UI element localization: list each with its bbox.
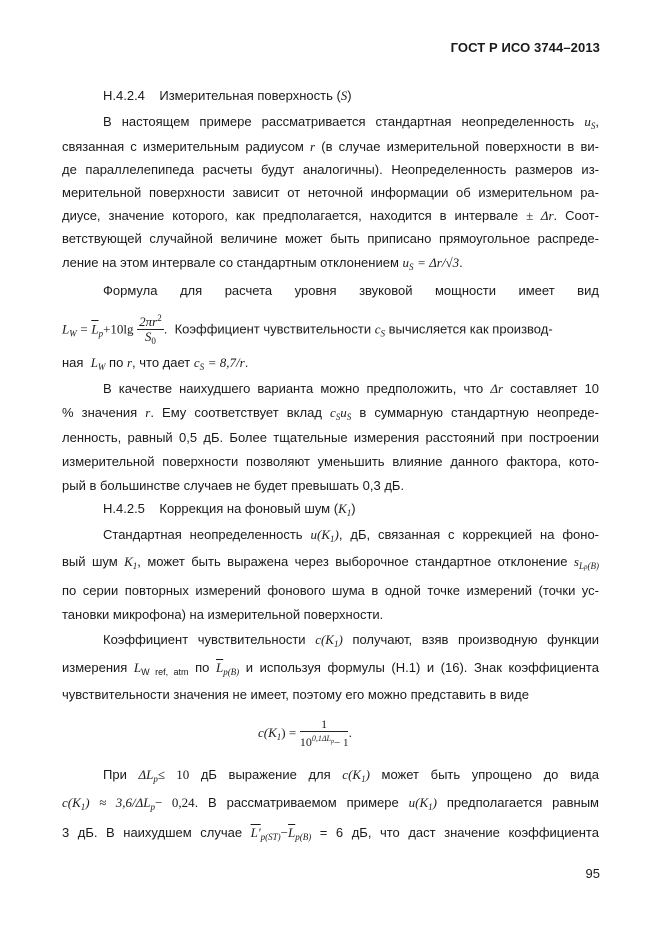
- text: Коэффициент чувствительности: [103, 632, 306, 647]
- p1-line-6: ветствующей случайной величине может быть приписано прямоугольное распреде-: [62, 231, 599, 246]
- p1-line-5: [62, 208, 599, 224]
- p3-line-4: измерительной поверхности позволяют уменьшить влияние данного фактора, кото-: [62, 454, 599, 469]
- display-formula: [258, 715, 352, 751]
- text: , что дает: [132, 355, 191, 370]
- superscript: 2: [157, 313, 162, 323]
- math-L: $\overline{L}$: [215, 660, 224, 675]
- text: ,: [595, 114, 599, 129]
- text: ная: [62, 355, 84, 370]
- text: .: [348, 725, 353, 740]
- denominator: S: [144, 329, 152, 344]
- math-c: c: [374, 321, 381, 337]
- text: В настоящем примере рассматривается стандартная неопределенность: [103, 114, 575, 129]
- math-u: u: [402, 255, 410, 270]
- math-LpB: [216, 660, 239, 675]
- text: диусе, значение которого, как предполагается, находится в интервале: [62, 208, 519, 223]
- word: быть: [430, 767, 461, 782]
- section-title: Измерительная поверхность (: [159, 88, 341, 103]
- math-c: c: [329, 405, 336, 420]
- p3-line-1: [62, 381, 599, 397]
- text: % значения: [62, 405, 138, 420]
- math-formula: = 8,7/r: [207, 355, 245, 370]
- text: по: [109, 355, 124, 370]
- math-sub: S: [335, 412, 341, 422]
- math-L: $\overline{L}$: [288, 825, 296, 840]
- math-sub: p: [98, 328, 104, 339]
- formula-den-base: 10: [299, 734, 312, 749]
- math-LWref: [134, 660, 189, 675]
- math-arg: (K: [316, 527, 330, 542]
- text: составляет 10: [510, 381, 600, 396]
- math-interval: ± Δr: [526, 208, 554, 223]
- math-sub: p: [295, 832, 300, 842]
- math-r: r: [126, 355, 133, 370]
- math-sub: W: [97, 362, 106, 372]
- text: и используя формулы (Н.1) и (16). Знак коэффициента: [245, 660, 599, 675]
- p4-line-4: тановки микрофона) на измерительной поверхности.: [62, 607, 384, 622]
- math-cK: c(K: [62, 795, 81, 810]
- p6-line-1: [62, 767, 599, 787]
- symbol: K: [338, 501, 347, 516]
- text: , может быть выражена через выборочное стандартное отклонение: [137, 554, 568, 569]
- p2-line-2: [62, 312, 599, 346]
- p3-line-5: рый в большинстве случаев не будет превышать 0,3 дБ.: [62, 478, 405, 493]
- text: .: [163, 321, 168, 337]
- math-approx: ) ≈ 3,6/ΔL: [85, 795, 151, 810]
- text: . В рассматриваемом примере: [194, 795, 399, 810]
- math-paren: ): [432, 795, 437, 810]
- math-sLpB: [574, 554, 599, 569]
- math-sub-arg: (ST): [265, 832, 281, 842]
- math-sub-arg: (B): [587, 561, 599, 571]
- math-plus-log: +10lg: [103, 321, 134, 337]
- text: (в случае измерительной поверхности в ви-: [321, 139, 599, 154]
- numerator: 2πr: [139, 314, 158, 329]
- word: имеет: [518, 283, 555, 298]
- word: вид: [577, 283, 599, 298]
- math-const: − 0,24: [154, 795, 195, 810]
- math-sub: 1: [132, 561, 138, 571]
- word: уровня: [294, 283, 337, 298]
- p2-line-1: [62, 283, 599, 299]
- math-L: L: [133, 660, 142, 675]
- formula-numerator: 1: [300, 718, 349, 732]
- p1-line-2: [62, 139, 599, 155]
- text: вый шум: [62, 554, 118, 569]
- word: для: [179, 283, 203, 298]
- section-number: Н.4.2.5: [103, 501, 145, 516]
- p6-line-2: [62, 795, 599, 815]
- p1-line-3: де параллелепипеда расчеты будут аналогичны). Неопределенность размеров из-: [62, 162, 599, 177]
- section-heading-h424: [103, 88, 352, 104]
- word: до: [543, 767, 559, 782]
- math-sub: p: [260, 832, 266, 842]
- text: .: [244, 355, 249, 370]
- p2-line-3: [62, 355, 248, 375]
- p4-line-3: по серии повторных измерений фонового шума в одной точке измерений (точки ус-: [62, 583, 599, 598]
- text: , дБ, связанная с коррекцией на фоно-: [338, 527, 599, 542]
- math-sub: S: [199, 362, 205, 372]
- p1-line-7: [62, 255, 463, 275]
- math-sub: 1: [329, 534, 335, 544]
- math-fraction: [137, 312, 164, 348]
- word: может: [381, 767, 420, 782]
- word: мощности: [434, 283, 496, 298]
- math-arg: (K: [320, 632, 334, 647]
- math-K: K: [124, 554, 133, 569]
- math-paren: ): [334, 527, 339, 542]
- math-sub: W ref, atm: [141, 667, 189, 677]
- math-sub: S: [590, 121, 596, 131]
- math-s: s: [573, 554, 579, 569]
- word: расчета: [224, 283, 273, 298]
- text: получают, взяв производную функции: [352, 632, 599, 647]
- math-sub: W: [69, 328, 77, 339]
- math-sub: p: [150, 802, 155, 812]
- text: связанная с измерительным радиусом: [62, 139, 304, 154]
- math-subsub: p: [583, 563, 588, 571]
- math-u: u: [340, 405, 347, 420]
- paren: ): [347, 88, 352, 103]
- math-u: u: [310, 527, 317, 542]
- word: При: [103, 767, 127, 782]
- formula-lhs: c(K: [258, 725, 277, 740]
- math-paren: ): [338, 632, 343, 647]
- text: измерения: [62, 660, 128, 675]
- text: . Соот-: [553, 208, 599, 223]
- standard-header: ГОСТ Р ИСО 3744–2013: [450, 40, 600, 55]
- math-Lprime: L′: [250, 825, 261, 840]
- math-uK: u(K: [408, 795, 429, 810]
- math-eq: =: [80, 321, 88, 337]
- text: = 6 дБ, что даст значение коэффициента: [319, 825, 599, 840]
- p4-line-1: [62, 527, 599, 547]
- text: .: [459, 255, 463, 270]
- section-heading-h425: [103, 501, 356, 521]
- p3-line-2: [62, 405, 599, 425]
- math-sub-arg: (B): [227, 667, 240, 677]
- math-sub: p: [153, 774, 158, 784]
- math-sub-arg: (B): [299, 832, 312, 842]
- text: В качестве наихудшего варианта можно предположить, что: [103, 381, 484, 396]
- math-dLp: ΔL: [138, 767, 154, 782]
- math-cK1: [315, 632, 343, 647]
- text: ление на этом интервале со стандартным отклонением: [62, 255, 399, 270]
- text: Стандартная неопределенность: [103, 527, 303, 542]
- math-cK: c(K: [342, 767, 362, 782]
- math-Lp: $\overline{L}$: [91, 321, 99, 337]
- word: Формула: [103, 283, 158, 298]
- p6-line-3: [62, 825, 599, 845]
- math-sub: S: [380, 328, 386, 339]
- word: дБ: [200, 767, 217, 782]
- math-sub: 1: [428, 802, 433, 812]
- p4-line-2: [62, 554, 599, 575]
- math-uK1: [310, 527, 338, 542]
- text: по: [195, 660, 210, 675]
- formula-fraction: [300, 718, 349, 750]
- math-sub: S: [346, 412, 352, 422]
- text: вычисляется как производ-: [388, 321, 553, 337]
- formula-den-end: − 1: [333, 736, 349, 749]
- formula-den-exp-sub: p: [330, 738, 334, 745]
- math-sub: 1: [361, 774, 366, 784]
- math-u: u: [584, 114, 591, 129]
- p3-line-3: ленность, равный 0,5 дБ. Более тщательные измерения расстояний при построении: [62, 430, 599, 445]
- text: предполагается равным: [446, 795, 599, 810]
- math-minus: −: [280, 825, 289, 840]
- math-sub: 1: [80, 802, 86, 812]
- math-L: L: [90, 355, 98, 370]
- page-number: 95: [585, 866, 600, 881]
- text: . Ему соответствует вклад: [150, 405, 322, 420]
- word: вида: [570, 767, 599, 782]
- math-r: r: [145, 405, 151, 420]
- formula-den-exp: 0,1ΔL: [311, 733, 331, 743]
- math-formula: = Δr/√3: [417, 255, 460, 270]
- section-number: Н.4.2.4: [103, 88, 145, 103]
- p1-line-4: мерительной поверхности зависит от неточной информации об измерительном ра-: [62, 185, 599, 200]
- math-L: L: [62, 321, 70, 337]
- text: Коэффициент чувствительности: [174, 321, 372, 337]
- formula-sub: 1: [276, 732, 282, 742]
- word: звуковой: [359, 283, 413, 298]
- word: для: [308, 767, 331, 782]
- p5-line-1: [62, 632, 599, 652]
- math-r: r: [310, 139, 316, 154]
- symbol-sub: 1: [346, 508, 352, 518]
- formula-eq: ) =: [281, 725, 297, 740]
- math-sub: S: [409, 262, 414, 272]
- text: 3 дБ. В наихудшем случае: [62, 825, 243, 840]
- symbol: S: [340, 88, 348, 103]
- section-title: Коррекция на фоновый шум (: [159, 501, 339, 516]
- math-le: ≤ 10: [157, 767, 190, 782]
- math-c: c: [193, 355, 200, 370]
- math-c: c: [315, 632, 321, 647]
- paren: ): [351, 501, 356, 516]
- math-paren: ): [365, 767, 370, 782]
- math-sub: L: [578, 561, 584, 571]
- p5-line-2: [62, 660, 599, 680]
- math-dr: Δr: [490, 381, 504, 396]
- p1-line-1: [62, 114, 599, 134]
- word: выражение: [228, 767, 297, 782]
- math-sub: p: [223, 667, 228, 677]
- math-sub: 1: [333, 639, 339, 649]
- p5-line-3: чувствительности значения не имеет, поэтому его можно представить в виде: [62, 687, 529, 702]
- text: в суммарную стандартную неопреде-: [359, 405, 599, 420]
- word: упрощено: [471, 767, 532, 782]
- subscript: 0: [151, 336, 156, 346]
